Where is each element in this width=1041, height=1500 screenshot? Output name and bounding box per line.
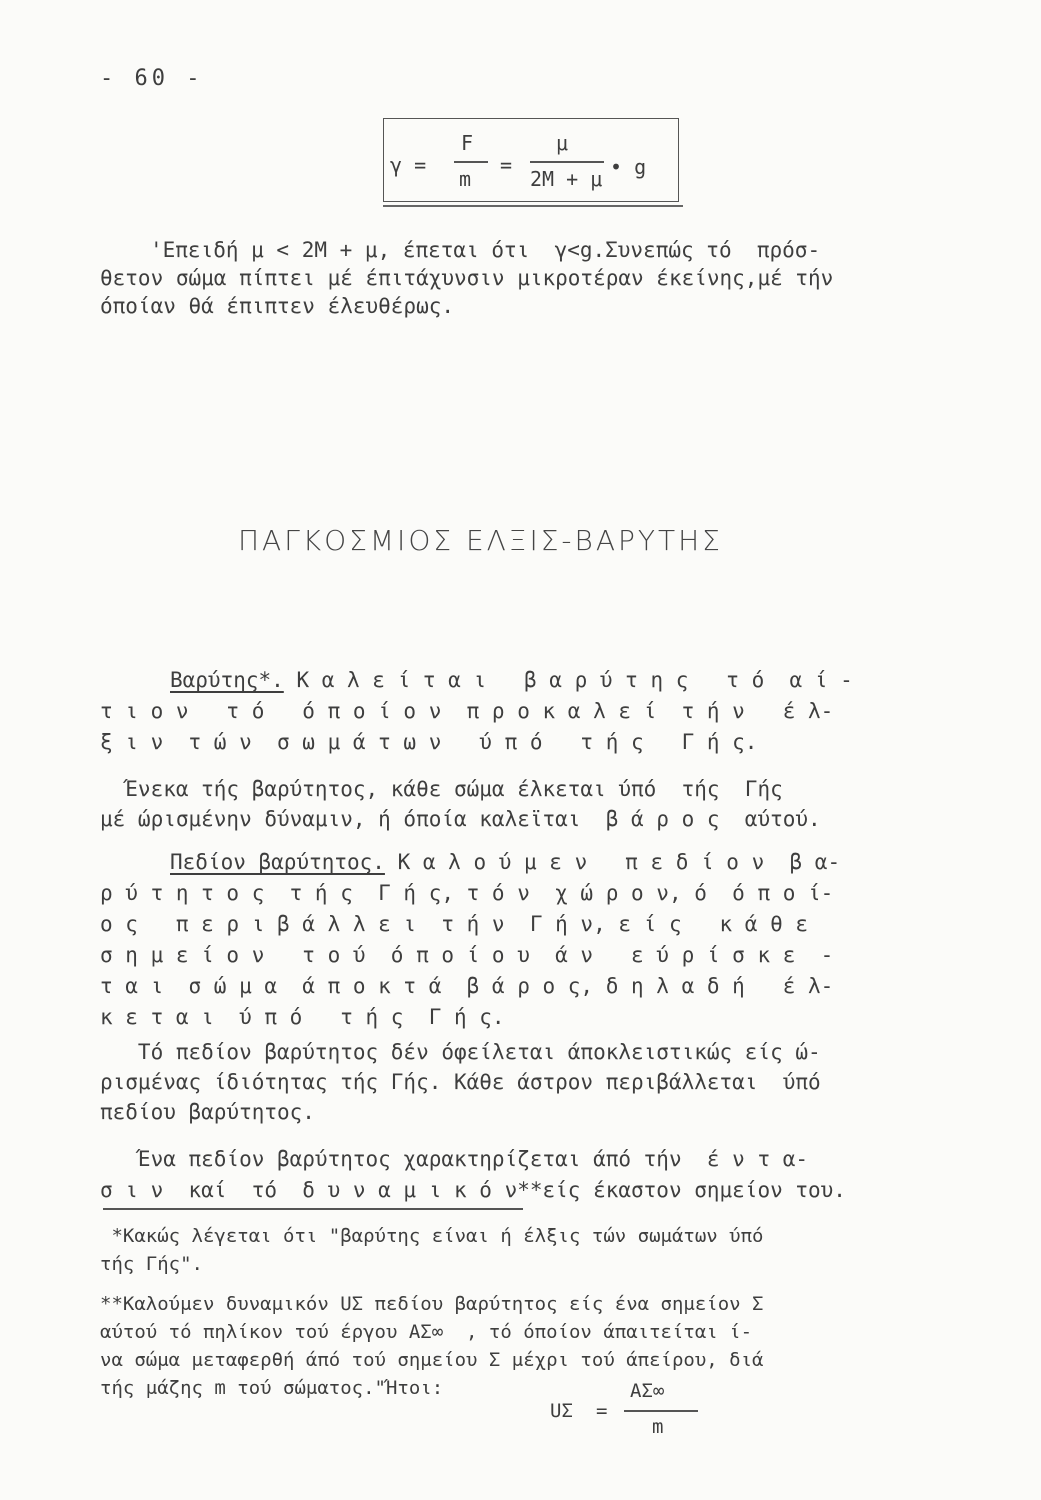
paragraph-4-line-6: κ ε τ α ι ύ π ό τ ή ς Γ ή ς. [100,1005,505,1029]
potential-fraction-bar [624,1410,698,1412]
footnote-1-line-1: *Κακώς λέγεται ότι "βαρύτης είναι ή έλξις τών σωμάτων ύπό [100,1225,764,1247]
page-number: - 60 - [100,66,204,91]
footnote-separator [103,1208,523,1210]
footnote-2-line-1: **Καλούμεν δυναμικόν UΣ πεδίου βαρύτητος είς ένα σημείον Σ [100,1293,764,1315]
paragraph-4-line-5: τ α ι σ ώ μ α ά π ο κ τ ά β ά ρ ο ς, δ η λ α δ ή έ λ- [100,974,834,998]
paragraph-4-line-1-text: Κ α λ ο ύ μ ε ν π ε δ ί ο ν β α- [384,850,841,874]
paragraph-6-line-2: σ ι ν καί τό δ υ ν α μ ι κ ό ν**είς έκαστον σημείον του. [100,1178,846,1202]
potential-numerator: AΣ∞ [630,1380,665,1402]
paragraph-2-line-2: τ ι ο ν τ ό ό π ο ί ο ν π ρ ο κ α λ ε ί τ ή ν έ λ- [100,699,834,723]
footnote-2-line-3: να σώμα μεταφερθή άπό τού σημείου Σ μέχρι τού άπείρου, διά [100,1349,764,1371]
paragraph-3-line-2: μέ ώρισμένην δύναμιν, ή όποία καλεϊται β ά ρ ο ς αύτού. [100,807,821,831]
footnote-1-line-2: τής Γής". [100,1253,203,1275]
paragraph-4-line-4: σ η μ ε ί ο ν τ ο ύ ό π ο ί ο υ ά ν ε ύ ρ ί σ κ ε - [100,943,834,967]
paragraph-1-line-2: θετον σώμα πίπτει μέ έπιτάχυνσιν μικροτέραν έκείνης,μέ τήν [100,266,834,290]
footnote-2-line-4: τής μάζης m τού σώματος."Ήτοι: [100,1377,444,1399]
paragraph-4-line-3: ο ς π ε ρ ι β ά λ λ ε ι τ ή ν Γ ή ν, ε ί ς κ ά θ ε [100,912,809,936]
paragraph-3-line-1: Ένεκα τής βαρύτητος, κάθε σώμα έλκεται ύπό τής Γής [100,777,783,801]
formula-fraction-bar-2 [530,161,604,163]
potential-lhs: UΣ [550,1400,573,1422]
term-varytis: Βαρύτης*. [170,668,284,692]
term-pedion-varytitos: Πεδίον βαρύτητος. [170,850,385,874]
paragraph-5-line-2: ρισμένας ίδιότητας τής Γής. Κάθε άστρον περιβάλλεται ύπό [100,1070,821,1094]
paragraph-1-line-3: όποίαν θά έπιπτεν έλευθέρως. [100,294,455,318]
boxed-formula [383,118,679,202]
paragraph-2-line-1-text: Κ α λ ε ί τ α ι β α ρ ύ τ η ς τ ό α ί - [283,668,853,692]
formula-numerator-mu: μ [556,131,569,155]
formula-gamma: γ = [390,153,427,177]
formula-fraction-bar-1 [454,161,488,163]
paragraph-2-line-3: ξ ι ν τ ώ ν σ ω μ ά τ ω ν ύ π ό τ ή ς Γ ή ς. [100,730,758,754]
potential-denominator: m [652,1416,664,1438]
formula-numerator-F: F [461,131,474,155]
section-heading: ΠΑΓΚΟΣΜΙΟΣ ΕΛΞΙΣ-ΒΑΡΥΤΗΣ [238,524,723,557]
paragraph-4-line-2: ρ ύ τ η τ ο ς τ ή ς Γ ή ς, τ ό ν χ ώ ρ ο ν, ό ό π ο ί- [100,881,834,905]
paragraph-5-line-3: πεδίου βαρύτητος. [100,1100,315,1124]
potential-formula [550,1380,710,1450]
formula-times-g: • g [610,155,647,179]
paragraph-6-line-1: Ένα πεδίον βαρύτητος χαρακτηρίζεται άπό τήν έ ν τ α- [100,1147,809,1171]
formula-equals: = [500,153,513,177]
paragraph-2-line-1 [170,666,853,694]
paragraph-5-line-1: Τό πεδίον βαρύτητος δέν όφείλεται άποκλειστικώς είς ώ- [100,1040,821,1064]
paragraph-4-line-1 [170,848,840,876]
footnote-2-line-2: αύτού τό πηλίκον τού έργου AΣ∞ , τό όποίον άπαιτείται ί- [100,1321,753,1343]
formula-denominator-2M-mu: 2M + μ [530,167,603,191]
paragraph-1-line-1: 'Επειδή μ < 2M + μ, έπεται ότι γ<g.Συνεπώς τό πρόσ- [150,238,821,262]
potential-equals: = [596,1400,608,1422]
formula-denominator-m: m [459,167,472,191]
